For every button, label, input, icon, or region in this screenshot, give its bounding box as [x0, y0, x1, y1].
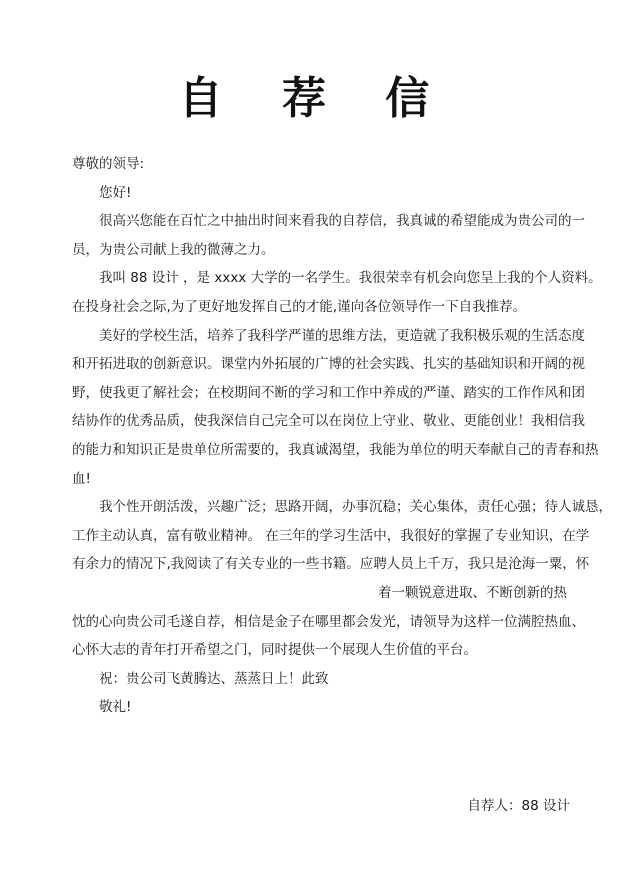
letter-body — [72, 150, 612, 722]
paragraph-4-line-3: 有余力的情况下,我阅读了有关专业的一些书籍。应聘人员上千万，我只是沧海一粟，怀 — [72, 556, 590, 573]
paragraph-1-line-1: 很高兴您能在百忙之中抽出时间来看我的自荐信，我真诚的希望能成为贵公司的一 — [99, 213, 585, 230]
salutation: 尊敬的领导: — [72, 156, 145, 172]
paragraph-4-line-5: 忱的心向贵公司毛遂自荐，相信是金子在哪里都会发光，请领导为这样一位满腔热血、 — [72, 613, 585, 630]
paragraph-3-line-3: 野，使我更了解社会；在校期间不断的学习和工作中养成的严谨、踏实的工作作风和团 — [72, 384, 585, 401]
paragraph-1-line-2: 员，为贵公司献上我的微薄之力。 — [72, 241, 275, 258]
paragraph-3-line-6: 血! — [72, 470, 91, 487]
paragraph-3-line-1: 美好的学校生活，培养了我科学严谨的思维方法，更造就了我积极乐观的生活态度 — [99, 327, 585, 344]
paragraph-3-line-2: 和开拓进取的创新意识。课堂内外拓展的广博的社会实践、扎实的基础知识和开阔的视 — [72, 356, 585, 373]
paragraph-4-line-1: 我个性开朗活泼，兴趣广泛；思路开阔，办事沉稳；关心集体，责任心强；待人诚恳， — [99, 499, 612, 516]
paragraph-4-line-4: 着一颗锐意进取、不断创新的热 — [378, 584, 567, 601]
closing-wish: 祝：贵公司飞黄腾达、蒸蒸日上！此致 — [99, 670, 329, 687]
closing-salute: 敬礼! — [99, 699, 132, 716]
greeting: 您好! — [99, 184, 132, 201]
page-title: 自 荐 信 — [178, 73, 452, 124]
paragraph-4-line-2: 工作主动认真，富有敬业精神。 在三年的学习生活中，我很好的掌握了专业知识，在学 — [72, 527, 590, 544]
paragraph-2-line-2: 在投身社会之际,为了更好地发挥自己的才能,谨向各位领导作一下自我推荐。 — [72, 298, 527, 315]
paragraph-3-line-4: 结协作的优秀品质，使我深信自己完全可以在岗位上守业、敬业、更能创业！我相信我 — [72, 413, 585, 430]
signature: 自荐人：88 设计 — [467, 798, 570, 814]
paragraph-4-line-6: 心怀大志的青年打开希望之门，同时提供一个展现人生价值的平台。 — [72, 642, 477, 659]
paragraph-3-line-5: 的能力和知识正是贵单位所需要的，我真诚渴望，我能为单位的明天奉献自己的青春和热 — [72, 441, 599, 458]
paragraph-2-line-1: 我叫 88 设计 ，是 xxxx 大学的一名学生。我很荣幸有机会向您呈上我的个人资料。 — [99, 270, 602, 287]
